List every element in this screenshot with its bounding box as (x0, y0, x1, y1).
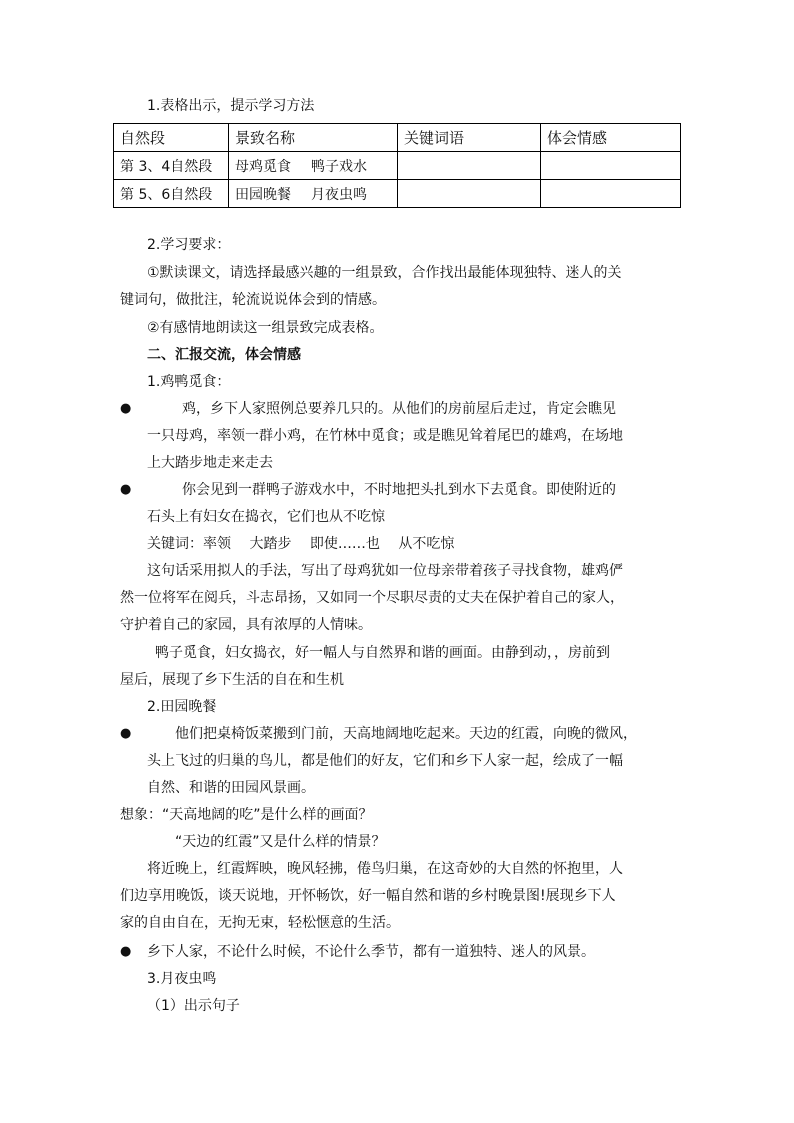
bullet-icon: ● (120, 944, 132, 959)
analysis-3-line-2: 们边享用晚饭，谈天说地，开怀畅饮，好一幅自然和谐的乡村晚景图!展现乡下人 (120, 888, 616, 904)
requirement-1-line-2: 键词句，做批注，轮流说说体会到的情感。 (120, 292, 386, 308)
analysis-3-line-3: 家的自由自在，无拘无束，轻松惬意的生活。 (120, 915, 400, 931)
analysis-1-line-1: 这句话采用拟人的手法，写出了母鸡犹如一位母亲带着孩子寻找食物，雄鸡俨 (147, 563, 623, 579)
table-cell (229, 152, 398, 180)
header-cell: 关键词语 (398, 124, 541, 152)
table-row (114, 180, 681, 208)
bullet-icon: ● (120, 726, 132, 741)
table-row (114, 152, 681, 180)
imagine-line-2: “天边的红霞”又是什么样的情景？ (175, 834, 386, 850)
analysis-1-line-2: 然一位将军在阅兵，斗志昂扬，又如同一个尽职尽责的丈夫在保护着自己的家人， (120, 590, 624, 606)
requirement-2: ②有感情地朗读这一组景致完成表格。 (147, 320, 384, 336)
study-table (113, 123, 681, 208)
scene-name: 田园晚餐 (235, 186, 291, 203)
requirements-title: 2.学习要求： (147, 237, 231, 253)
bullet-2-line-2: 石头上有妇女在捣衣，它们也从不吃惊 (147, 509, 385, 525)
bullet-3-line-3: 自然、和谐的田园风景画。 (147, 780, 315, 796)
header-cell: 景致名称 (229, 124, 398, 152)
requirement-1-line-1: ①默读课文，请选择最感兴趣的一组景致，合作找出最能体现独特、迷人的关 (147, 265, 622, 281)
table-cell: 第 3、4自然段 (114, 152, 229, 180)
bullet-3-line-1: 他们把桌椅饭菜搬到门前，天高地阔地吃起来。天边的红霞，向晚的微风， (175, 726, 637, 742)
bullet-4-line: 乡下人家，不论什么时候，不论什么季节，都有一道独特、迷人的风景。 (147, 944, 595, 960)
imagine-line-1: 想象：“天高地阔的吃”是什么样的画面？ (120, 807, 373, 823)
keywords-line: 关键词：率领 大踏步 即使……也 从不吃惊 (147, 536, 455, 552)
bullet-icon: ● (120, 482, 132, 497)
scene-name: 鸭子戏水 (311, 158, 367, 175)
table-header-row (114, 124, 681, 152)
analysis-1-line-3: 守护着自己的家园，具有浓厚的人情味。 (120, 617, 372, 633)
bullet-1-line-1: 鸡，乡下人家照例总要养几只的。从他们的房前屋后走过，肯定会瞧见 (182, 401, 616, 417)
subsection-title: 2.田园晚餐 (147, 699, 217, 715)
subsection-sub: （1）出示句子 (147, 998, 240, 1014)
header-cell: 自然段 (114, 124, 229, 152)
section-heading: 二、汇报交流，体会情感 (147, 347, 301, 363)
analysis-3-line-1: 将近晚上，红霞辉映，晚风轻拂，倦鸟归巢，在这奇妙的大自然的怀抱里，人 (147, 861, 623, 877)
table-cell (229, 180, 398, 208)
bullet-1-line-2: 一只母鸡，率领一群小鸡，在竹林中觅食；或是瞧见耸着尾巴的雄鸡，在场地 (147, 428, 623, 444)
table-cell (398, 180, 541, 208)
bullet-2-line-1: 你会见到一群鸭子游戏水中，不时地把头扎到水下去觅食。即使附近的 (182, 482, 616, 498)
bullet-3-line-2: 头上飞过的归巢的鸟儿，都是他们的好友，它们和乡下人家一起，绘成了一幅 (147, 753, 623, 769)
subsection-title: 3.月夜虫鸣 (147, 971, 217, 987)
subsection-title: 1.鸡鸭觅食： (147, 374, 231, 390)
bullet-icon: ● (120, 401, 132, 416)
scene-name: 母鸡觅食 (235, 158, 291, 175)
table-cell (541, 152, 681, 180)
table-cell (398, 152, 541, 180)
scene-name: 月夜虫鸣 (311, 186, 367, 203)
table-cell: 第 5、6自然段 (114, 180, 229, 208)
table-cell (541, 180, 681, 208)
analysis-2-line-2: 屋后，展现了乡下生活的自在和生机 (120, 672, 344, 688)
header-cell: 体会情感 (541, 124, 681, 152)
intro-line: 1.表格出示，提示学习方法 (147, 98, 315, 114)
analysis-2-line-1: 鸭子觅食，妇女捣衣，好一幅人与自然界和谐的画面。由静到动，，房前到 (155, 645, 610, 661)
bullet-1-line-3: 上大踏步地走来走去 (147, 455, 273, 471)
